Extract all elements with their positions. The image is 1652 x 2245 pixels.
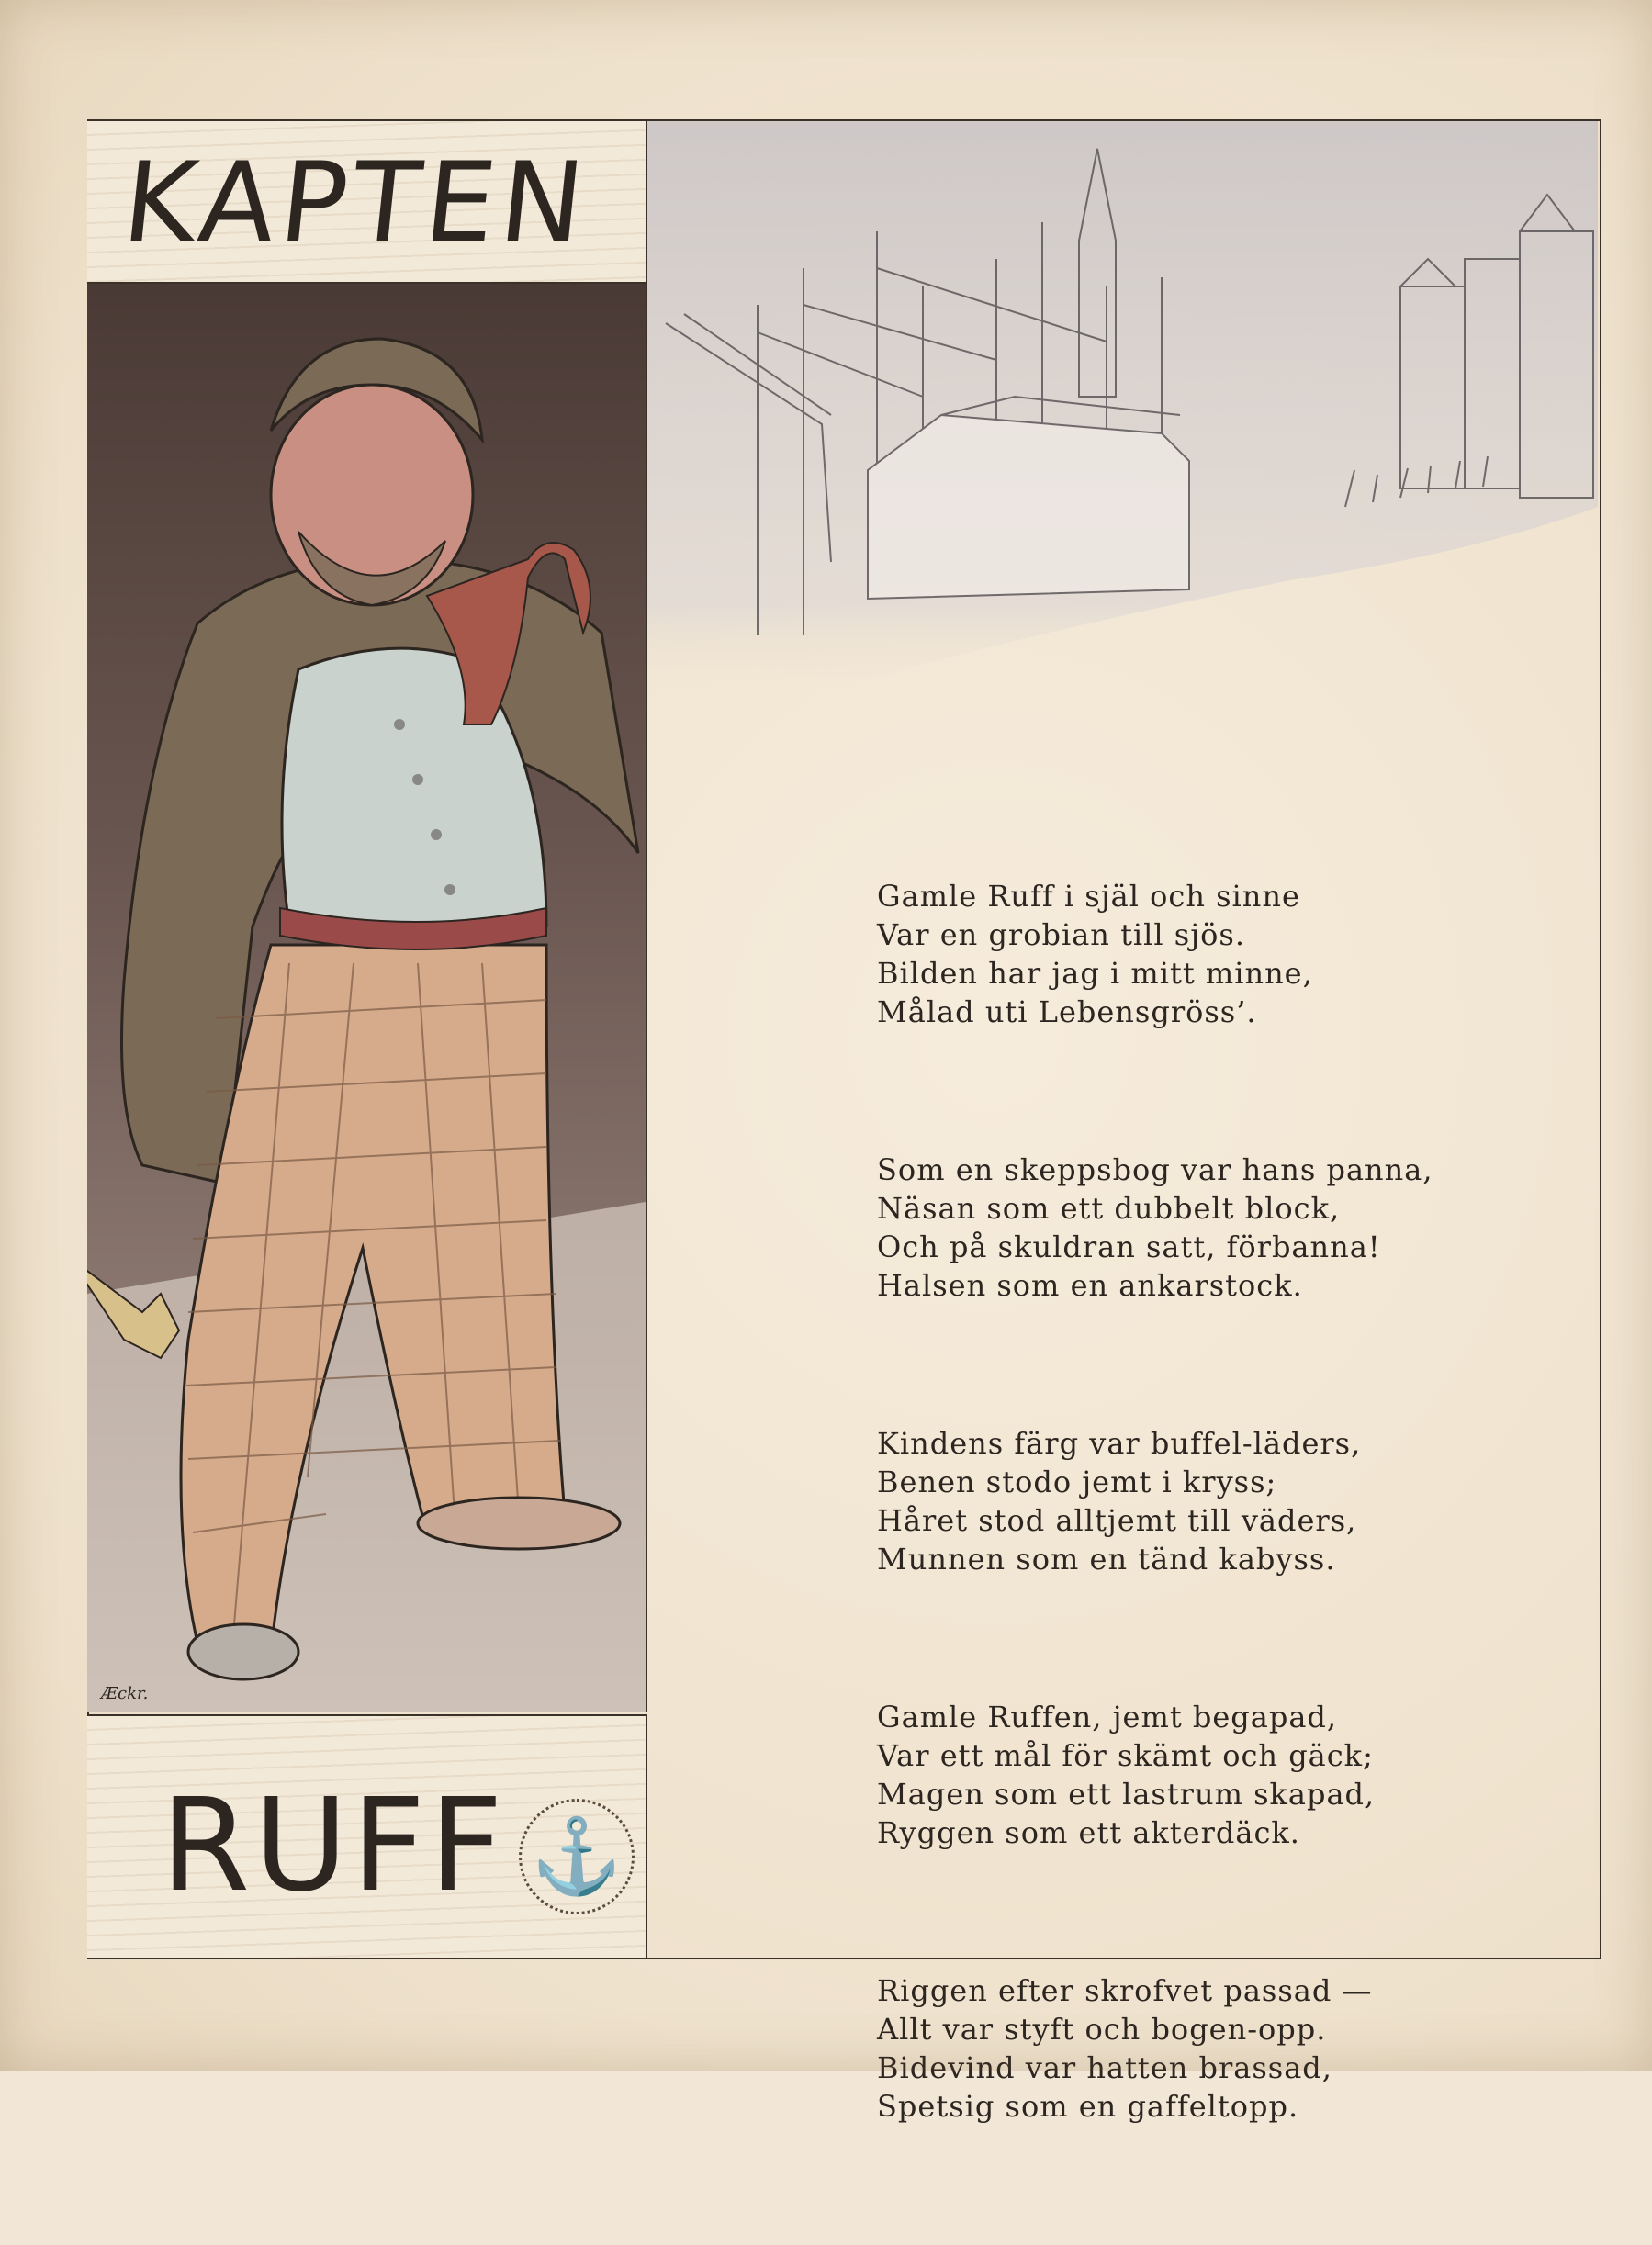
stanza-5 [877,1971,1446,2126]
poem-line: Målad uti Lebensgröss’. [877,994,1257,1029]
poem-line: Och på skuldran satt, förbanna! [877,1229,1381,1264]
poem-line: Benen stodo jemt i kryss; [877,1465,1277,1499]
harbour-sketch [647,121,1598,690]
artist-signature: Æckr. [101,1684,149,1703]
harbour-scene [647,121,1598,690]
poem-line: Gamle Ruff i själ och sinne [877,879,1300,914]
poem-line: Var ett mål för skämt och gäck; [877,1738,1374,1773]
button-1 [394,719,405,730]
stanza-3 [877,1424,1446,1578]
poem-line: Var en grobian till sjös. [877,917,1245,952]
captain-illustration [87,284,647,1712]
poem-line: Bilden har jag i mitt minne, [877,956,1313,991]
poem-line: Munnen som en tänd kabyss. [877,1542,1336,1577]
poem [877,877,1446,2245]
poem-line: Bidevind var hatten brassad, [877,2050,1332,2085]
poem-line: Håret stod alltjemt till väders, [877,1503,1357,1538]
poem-line: Spetsig som en gaffeltopp. [877,2089,1299,2124]
poem-line: Som en skeppsbog var hans panna, [877,1152,1433,1187]
poem-line: Halsen som en ankarstock. [877,1268,1303,1303]
poem-line: Magen som ett lastrum skapad, [877,1777,1376,1812]
anchor-icon: ⚓ [519,1799,635,1914]
title-ruff: RUFF [161,1771,507,1921]
title-panel-top [87,121,647,284]
title-kapten: KAPTEN [117,140,596,267]
title-panel-bottom [87,1714,647,1958]
stanza-1 [877,877,1446,1031]
stanza-2 [877,1151,1446,1305]
stanza-4 [877,1698,1446,1852]
poem-line: Riggen efter skrofvet passad — [877,1973,1373,2008]
poem-line: Näsan som ett dubbelt block, [877,1191,1341,1226]
poem-line: Kindens färg var buffel-läders, [877,1426,1362,1461]
poem-line: Gamle Ruffen, jemt begapad, [877,1700,1338,1734]
captain-figure [87,284,646,1712]
poem-line: Ryggen som ett akterdäck. [877,1815,1300,1850]
poem-line: Allt var styft och bogen-opp. [877,2012,1327,2047]
